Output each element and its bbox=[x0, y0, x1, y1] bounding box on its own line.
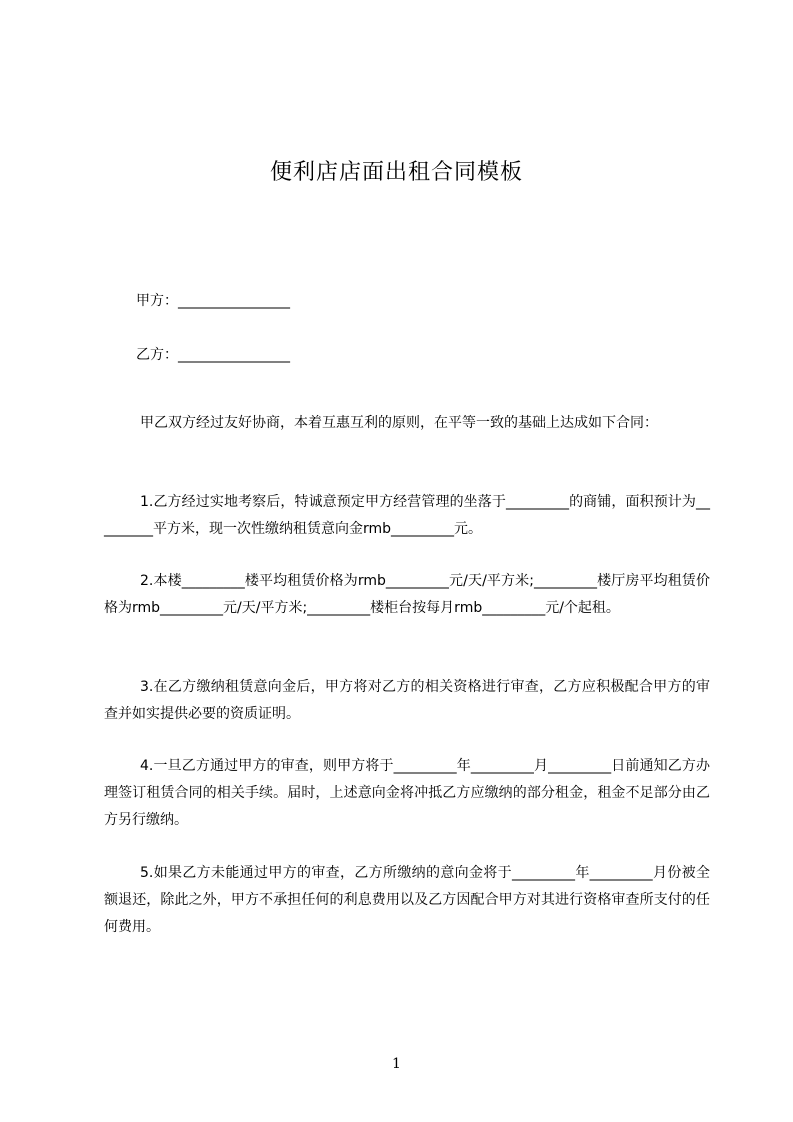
page-number: 1 bbox=[392, 1056, 401, 1072]
clause-1: 1.乙方经过实地考察后，特诚意预定甲方经营管理的坐落于_________的商铺，面积预计为_________平方米，现一次性缴纳租赁意向金rmb_________元。 bbox=[104, 494, 710, 537]
party-a-line: 甲方：________________ bbox=[136, 293, 290, 309]
clause-4: 4.一旦乙方通过甲方的审查，则甲方将于_________年_________月_________日前通知乙方办理签订租赁合同的相关手续。届时，上述意向金将冲抵乙方应缴纳的部分租金，租金不足部分由乙方另行缴纳。 bbox=[104, 758, 710, 828]
document-title: 便利店店面出租合同模板 bbox=[269, 159, 523, 185]
party-b-line: 乙方：________________ bbox=[136, 347, 290, 363]
intro-paragraph: 甲乙双方经过友好协商，本着互惠互利的原则，在平等一致的基础上达成如下合同： bbox=[140, 415, 658, 431]
clause-2: 2.本楼_________楼平均租赁价格为rmb_________元/天/平方米;_________楼厅房平均租赁价格为rmb_________元/天/平方米;_________楼柜台按每月rmb_________元/个起租。 bbox=[104, 573, 710, 616]
clause-3: 3.在乙方缴纳租赁意向金后，甲方将对乙方的相关资格进行审查，乙方应积极配合甲方的审查并如实提供必要的资质证明。 bbox=[104, 679, 710, 722]
clause-5: 5.如果乙方未能通过甲方的审查，乙方所缴纳的意向金将于_________年_________月份被全额退还，除此之外，甲方不承担任何的利息费用以及乙方因配合甲方对其进行资格审查所支付的任何费用。 bbox=[104, 865, 710, 935]
